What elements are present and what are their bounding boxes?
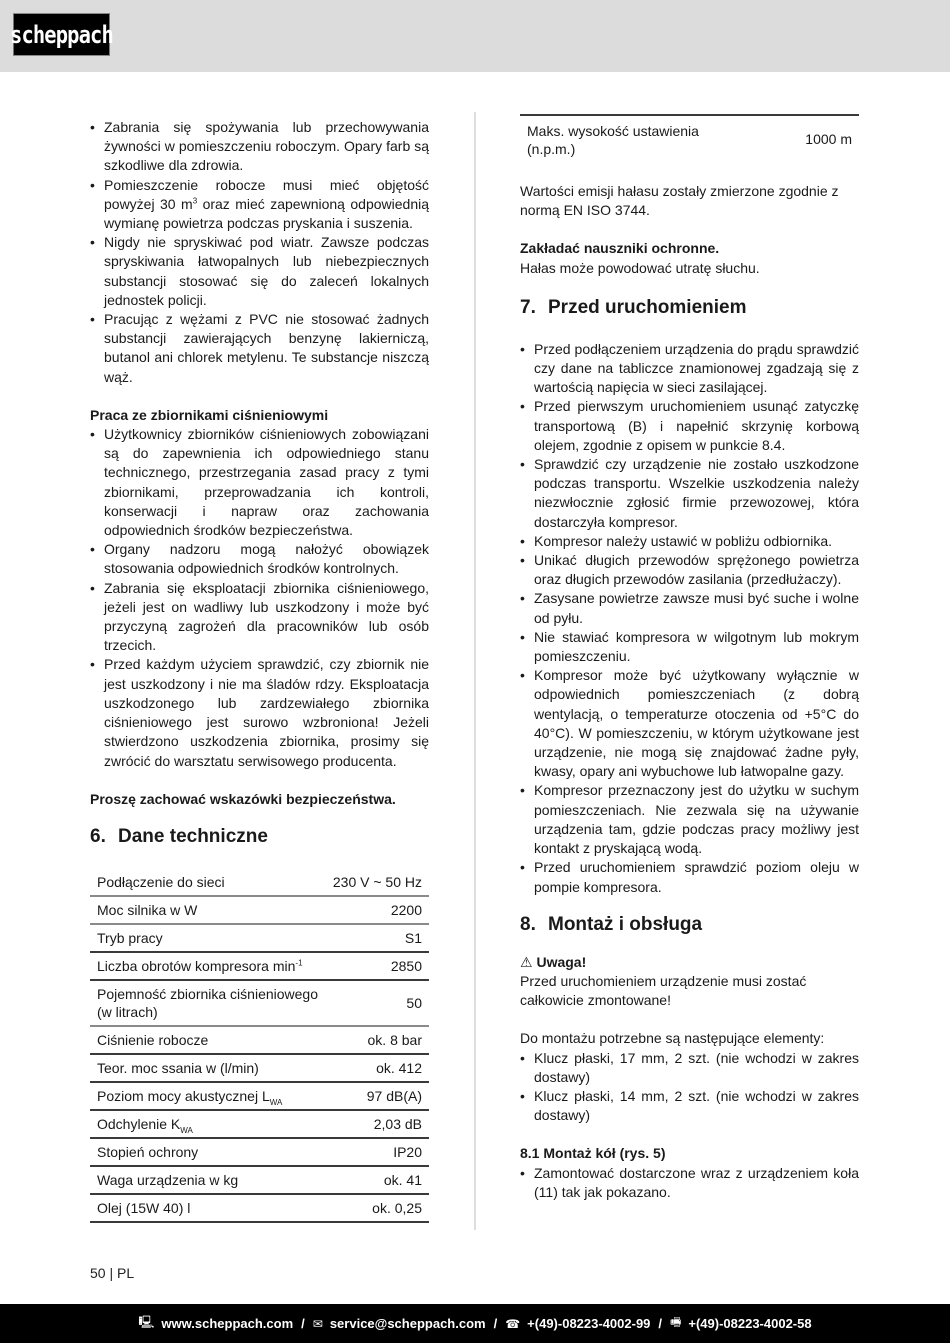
list-item: • Unikać długich przewodów sprężonego powietrza oraz długich przewodów zasilania (przedłużaczy). — [520, 551, 859, 589]
spec-value: 50 — [326, 980, 429, 1026]
section-number: 8. — [520, 913, 536, 935]
table-row — [90, 1082, 429, 1110]
email-link[interactable]: service@scheppach.com — [329, 1316, 486, 1331]
left-column — [90, 118, 429, 1223]
section-7-bullet-list — [520, 340, 859, 897]
list-item: • Przed podłączeniem urządzenia do prądu sprawdzić czy dane na tabliczce znamionowej zgadzają się z wartością napięcia w sieci zasilającej. — [520, 340, 859, 398]
table-row — [90, 980, 429, 1026]
intro-bullet-list — [90, 118, 429, 387]
warning-heading-text: Uwaga! — [536, 953, 587, 970]
technical-data-table — [90, 869, 429, 1223]
phone-number[interactable]: +(49)-08223-4002-99 — [527, 1316, 651, 1331]
spec-label: Olej (15W 40) l — [90, 1194, 326, 1222]
separator: / — [658, 1316, 663, 1331]
spec-label-sup: -1 — [295, 958, 303, 968]
list-item: • Nie stawiać kompresora w wilgotnym lub mokrym pomieszczeniu. — [520, 628, 859, 666]
spec-label: Stopień ochrony — [90, 1138, 326, 1166]
section-8-heading — [520, 913, 859, 937]
spec-value: 2200 — [326, 896, 429, 924]
section-6-heading — [90, 825, 429, 849]
list-item: • Sprawdzić czy urządzenie nie zostało uszkodzone podczas transportu. Wszelkie uszkodzenia należy niezwłocznie zgłosić firmie przewozowej, która dostarczyła kompresor. — [520, 455, 859, 532]
spec-value: 2850 — [326, 952, 429, 980]
spec-value: ok. 8 bar — [326, 1026, 429, 1054]
section-title: Dane techniczne — [118, 825, 268, 847]
footer-bar — [0, 1304, 950, 1343]
header-bar — [0, 0, 950, 72]
spec-value: ok. 41 — [326, 1166, 429, 1194]
spec-value: IP20 — [326, 1138, 429, 1166]
list-item: • Kompresor należy ustawić w pobliżu odbiornika. — [520, 532, 859, 551]
table-row — [90, 1138, 429, 1166]
spec-label — [90, 952, 326, 980]
table-row — [90, 869, 429, 896]
list-item: • Przed uruchomieniem sprawdzić poziom oleju w pompie kompresora. — [520, 858, 859, 896]
spec-label: Waga urządzenia w kg — [90, 1166, 326, 1194]
table-row — [90, 1166, 429, 1194]
list-item: • Zabrania się eksploatacji zbiornika ciśnieniowego, jeżeli jest on wadliwy lub uszkodzony i może być przyczyną zagrożeń dla pracowników lub osób trzecich. — [90, 579, 429, 656]
spec-value: 97 dB(A) — [326, 1082, 429, 1110]
list-item: • Kompresor przeznaczony jest do użytku w suchym pomieszczeniach. Nie zezwala się na używanie urządzenia tam, gdzie podczas pracy możliwy jest kontakt z pryskającą wodą. — [520, 781, 859, 858]
right-column — [520, 114, 859, 1202]
section-number: 6. — [90, 825, 106, 847]
safety-note: Proszę zachować wskazówki bezpieczeństwa. — [90, 790, 396, 807]
warning-text: Przed uruchomieniem urządzenie musi zostać całkowicie zmontowane! — [520, 972, 807, 1009]
separator: / — [301, 1316, 305, 1331]
spec-value: 2,03 dB — [326, 1110, 429, 1138]
table-row — [90, 1110, 429, 1138]
pressure-vessels-heading: Praca ze zbiornikami ciśnieniowymi — [90, 406, 329, 423]
list-item: • Nigdy nie spryskiwać pod wiatr. Zawsze podczas spryskiwania łatwopalnych lub niebezpiecznych substancji stosować się do zaleceń lokalnych jednostek policji. — [90, 233, 429, 310]
spec-value: S1 — [326, 924, 429, 952]
website-link[interactable]: www.scheppach.com — [161, 1316, 294, 1331]
computer-icon: 🖳 — [138, 1315, 155, 1329]
section-number: 7. — [520, 296, 536, 318]
spec-label-text: Odchylenie K — [97, 1115, 181, 1132]
table-row — [90, 1054, 429, 1082]
spec-label: Podłączenie do sieci — [90, 869, 326, 896]
fax-number: +(49)-08223-4002-58 — [688, 1316, 812, 1331]
list-item: • Klucz płaski, 14 mm, 2 szt. (nie wchodzi w zakres dostawy) — [520, 1087, 859, 1125]
mail-icon: ✉ — [312, 1316, 323, 1331]
list-item: • Zamontować dostarczone wraz z urządzeniem koła (11) tak jak pokazano. — [520, 1164, 859, 1202]
list-item: • Klucz płaski, 17 mm, 2 szt. (nie wchodzi w zakres dostawy) — [520, 1049, 859, 1087]
ear-protection-text: Hałas może powodować utratę słuchu. — [520, 259, 760, 276]
spec-label-text: Poziom mocy akustycznej L — [97, 1087, 270, 1104]
subsection-8-1-heading: 8.1 Montaż kół (rys. 5) — [520, 1145, 666, 1162]
list-item: • Zasysane powietrze zawsze musi być suche i wolne od pyłu. — [520, 589, 859, 627]
warning-heading — [520, 953, 859, 972]
pressure-bullet-list — [90, 425, 429, 771]
page-number: 50 | PL — [90, 1265, 135, 1281]
table-row — [90, 924, 429, 952]
column-divider — [474, 112, 476, 1230]
spec-label: Maks. wysokość ustawienia (n.p.m.) — [527, 123, 699, 157]
ear-protection-heading: Zakładać nauszniki ochronne. — [520, 240, 720, 257]
warning-icon: ⚠ — [520, 953, 533, 970]
list-item: • Użytkownicy zbiorników ciśnieniowych zobowiązani są do zapewnienia ich odpowiedniego stanu technicznego, przestrzegania zasad pracy z tymi zbiornikami, przeprowadzania ich kontroli, konserwacji i napraw oraz zachowania odpowiednich środków bezpieczeństwa. — [90, 425, 429, 540]
section-title: Montaż i obsługa — [548, 913, 703, 935]
scheppach-logo: scheppach — [13, 13, 110, 56]
spec-label-text: Liczba obrotów kompresora min — [97, 957, 296, 974]
fax-icon: 🖷 — [670, 1315, 682, 1329]
table-row — [90, 952, 429, 980]
table-row — [520, 115, 859, 162]
noise-emission-text: Wartości emisji hałasu zostały zmierzone zgodnie z normą EN ISO 3744. — [520, 183, 839, 219]
table-row — [90, 1026, 429, 1054]
spec-label: Moc silnika w W — [90, 896, 326, 924]
table-row — [90, 1194, 429, 1222]
list-item: • Kompresor może być użytkowany wyłącznie w odpowiednich pomieszczeniach (z dobrą wentylacją, o temperaturze otoczenia od +5°C do 40°C). W pomieszczeniu, w którym użytkowane jest urządzenie, nie mogą się znajdować żadne pyły, kwasy, opary ani wybuchowe lub łatwopalne gazy. — [520, 666, 859, 781]
list-item: • Przed każdym użyciem sprawdzić, czy zbiornik nie jest uszkodzony i nie ma śladów rdzy. Eksploatacja uszkodzonego lub zardzewiałego zbiornika ciśnieniowego jest surowo wzbroniona! Jeżeli stwierdzono uszkodzenia zbiornika, prosimy się zwrócić do warsztatu serwisowego producenta. — [90, 655, 429, 770]
list-item: • Pomieszczenie robocze musi mieć objętość powyżej 30 $m^3$ oraz mieć zapewnioną odpowiednią wymianę powietrza podczas pryskania i suszenia. — [90, 176, 429, 234]
section-7-heading — [520, 296, 859, 320]
table-row — [90, 896, 429, 924]
spec-label-sub: WA — [269, 1097, 283, 1107]
section-title: Przed uruchomieniem — [548, 296, 747, 318]
spec-value: 230 V ~ 50 Hz — [326, 869, 429, 896]
spec-label — [90, 1082, 326, 1110]
spec-label: Ciśnienie robocze — [90, 1026, 326, 1054]
spec-label: Pojemność zbiornika ciśnieniowego (w litrach) — [90, 980, 326, 1026]
spec-label-sub: WA — [180, 1125, 193, 1135]
separator: / — [493, 1316, 498, 1331]
spec-value: ok. 412 — [326, 1054, 429, 1082]
spec-label: Tryb pracy — [90, 924, 326, 952]
list-item: • Organy nadzoru mogą nałożyć obowiązek stosowania odpowiednich środków kontrolnych. — [90, 540, 429, 578]
spec-label — [90, 1110, 326, 1138]
phone-icon: ☎ — [505, 1316, 521, 1331]
tools-bullet-list — [520, 1049, 859, 1126]
tools-intro: Do montażu potrzebne są następujące elementy: — [520, 1030, 825, 1047]
spec-label: Teor. moc ssania w (l/min) — [90, 1054, 326, 1082]
subsection-8-1-bullet-list — [520, 1164, 859, 1202]
list-item: • Pracując z wężami z PVC nie stosować żadnych substancji zawierających benzynę lakierniczą, butanol ani chlorek metylenu. Te substancje niszczą wąż. — [90, 310, 429, 387]
list-item: • Zabrania się spożywania lub przechowywania żywności w pomieszczeniu roboczym. Opary farb są szkodliwe dla zdrowia. — [90, 118, 429, 176]
technical-data-table-continued — [520, 114, 859, 162]
spec-value: 1000 m — [805, 131, 852, 147]
list-item: • Przed pierwszym uruchomieniem usunąć zatyczkę transportową (B) i napełnić skrzynię korbową olejem, zgodnie z opisem w punkcie 8.4. — [520, 397, 859, 455]
spec-value: ok. 0,25 — [326, 1194, 429, 1222]
